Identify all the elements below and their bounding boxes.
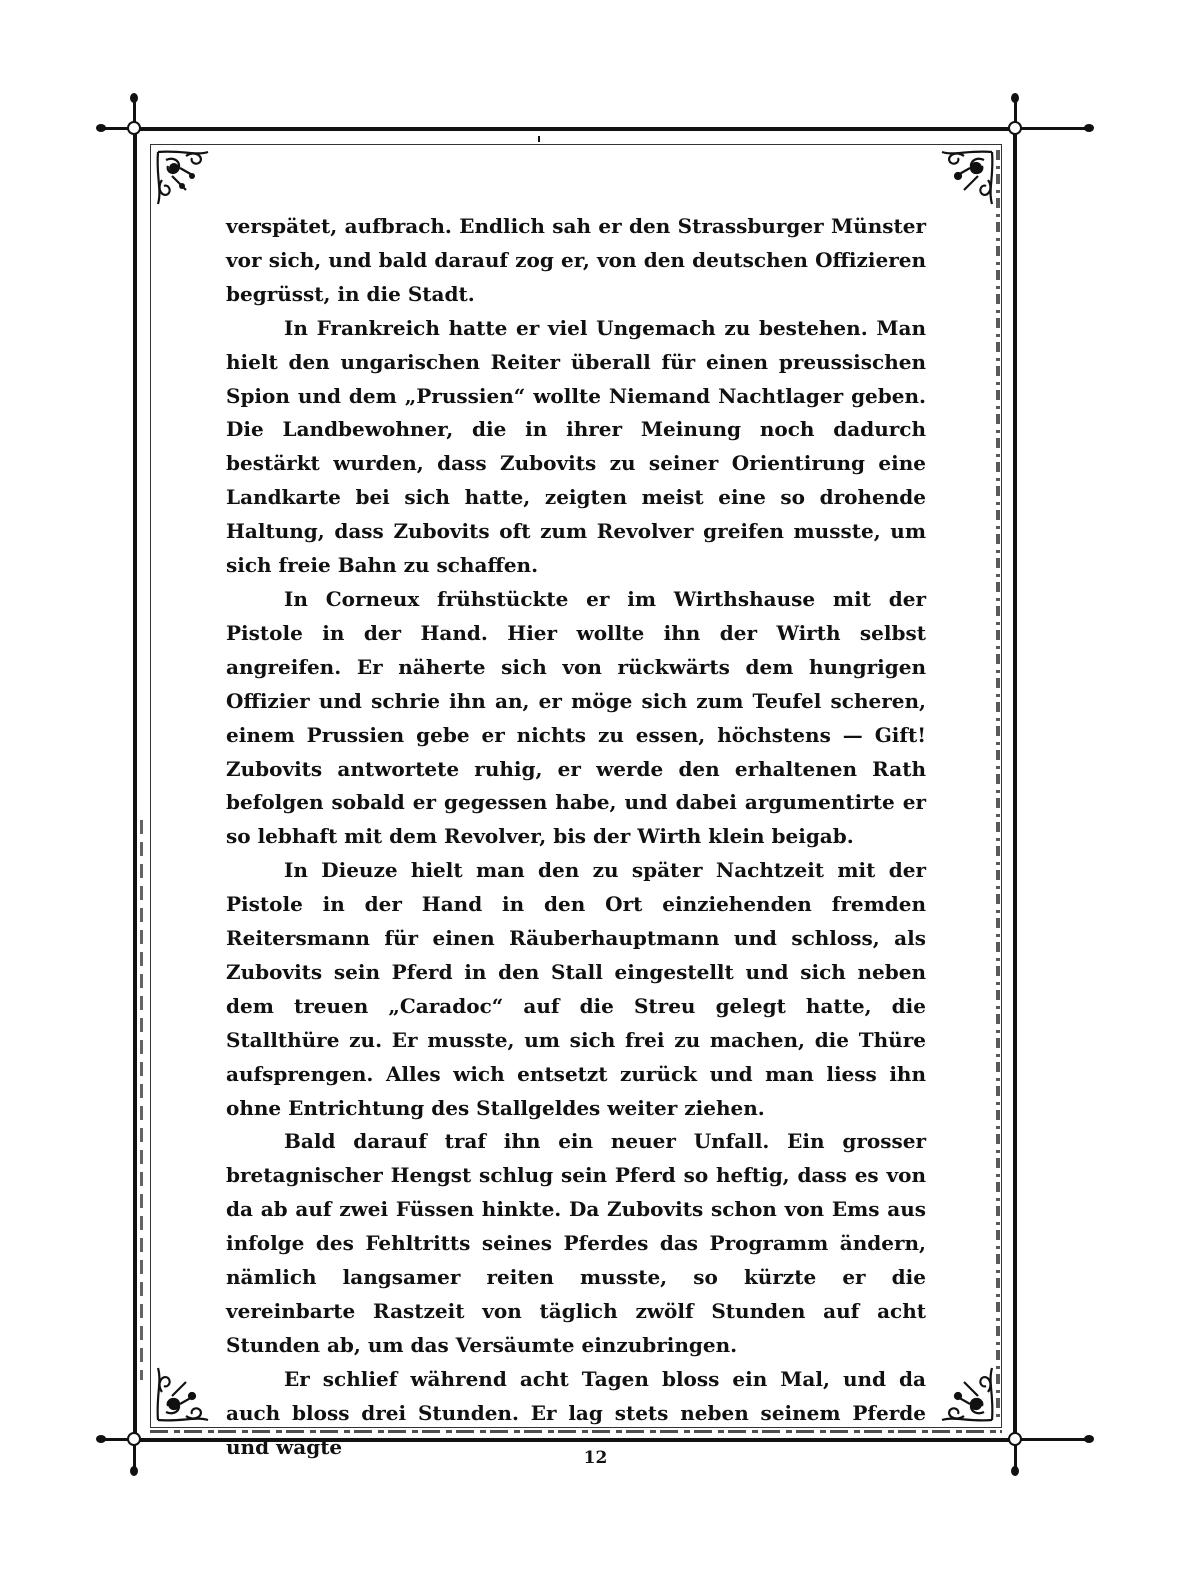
corner-flourish-icon — [918, 1346, 998, 1426]
paragraph: verspätet, aufbrach. Endlich sah er den Strassburger Münster vor sich, und bald darauf zog er, von den deutschen Offizieren begrüsst, in die Stadt. — [226, 214, 926, 306]
knot-ornament — [1008, 121, 1022, 135]
paragraph: In Dieuze hielt man den zu später Nachtzeit mit der Pistole in der Hand in den Ort einziehenden fremden Reitersmann für einen Räuberhauptmann und schloss, als Zubovits sein Pferd in den Stall eingestellt und sich neben dem treuen „Caradoc“ auf die Streu gelegt hatte, die Stallthüre zu. Er musste, um sich frei zu machen, die Thüre aufsprengen. Alles wich entsetzt zurück und man liess ihn ohne Entrichtung des Stallgeldes weiter ziehen. — [226, 858, 926, 1120]
top-center-mark — [538, 136, 540, 142]
border-hatching-right — [996, 150, 1000, 1420]
paragraph: Er schlief während acht Tagen bloss ein Mal, und da auch bloss drei Stunden. Er lag stets neben seinem Pferde und wagte — [226, 1366, 926, 1459]
corner-flourish-icon — [152, 146, 232, 226]
border-hatching-left — [140, 820, 143, 1380]
border-rule-left — [133, 96, 136, 1474]
paragraph: Bald darauf traf ihn ein neuer Unfall. Ein grosser bretagnischer Hengst schlug sein Pferd so heftig, dass es von da ab auf zwei Füssen hinkte. Da Zubovits schon von Ems aus infolge des Fehltritts seines Pferdes das Programm ändern, nämlich langsamer reiten musste, so kürzte er die vereinbarte Rastzeit von täglich zwölf Stunden auf acht Stunden ab, um das Versäumte einzubringen. — [226, 1129, 926, 1357]
paragraph: In Frankreich hatte er viel Ungemach zu bestehen. Man hielt den ungarischen Reiter überall für einen preussischen Spion und dem „Prussien“ wollte Niemand Nachtlager geben. Die Landbewohner, die in ihrer Meinung noch dadurch bestärkt wurden, dass Zubovits zu seiner Orientirung eine Landkarte bei sich hatte, zeigten meist eine so drohende Haltung, dass Zubovits oft zum Revolver greifen musste, um sich freie Bahn zu schaffen. — [226, 315, 926, 578]
knot-ornament — [1008, 1432, 1022, 1446]
body-text — [226, 210, 926, 1465]
corner-flourish-icon — [918, 146, 998, 226]
finial-ornament — [130, 93, 138, 103]
finial-ornament — [1011, 93, 1019, 103]
paragraph: In Corneux frühstückte er im Wirthshause mit der Pistole in der Hand. Hier wollte ihn der Wirth selbst angreifen. Er näherte sich von rückwärts dem hungrigen Offizier und schrie ihn an, er möge sich zum Teufel scheren, einem Prussien gebe er nichts zu essen, höchstens — Gift! Zubovits antwortete ruhig, er werde den erhaltenen Rath befolgen sobald er gegessen habe, und dabei argumentirte er so lebhaft mit dem Revolver, bis der Wirth klein beigab. — [226, 586, 926, 849]
finial-ornament — [96, 124, 106, 132]
finial-ornament — [96, 1435, 106, 1443]
knot-ornament — [127, 121, 141, 135]
finial-ornament — [1084, 1435, 1094, 1443]
page-number: 12 — [583, 1448, 608, 1468]
corner-flourish-icon — [152, 1346, 232, 1426]
border-rule-right — [1014, 96, 1017, 1474]
border-rule-top — [100, 127, 1090, 130]
knot-ornament — [127, 1432, 141, 1446]
finial-ornament — [1084, 124, 1094, 132]
